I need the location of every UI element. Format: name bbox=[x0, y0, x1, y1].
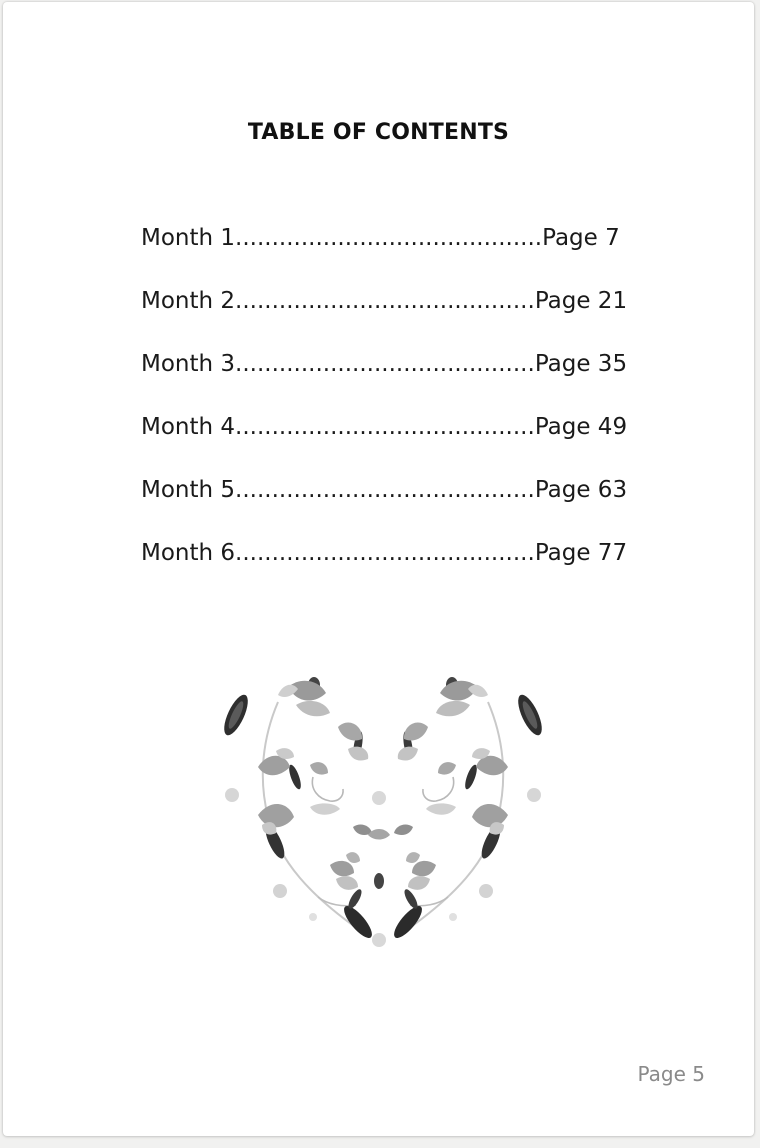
toc-entry[interactable] bbox=[141, 348, 628, 411]
toc-entry-leader: .......................................... bbox=[235, 225, 543, 251]
toc-title: TABLE OF CONTENTS bbox=[247, 120, 510, 145]
toc-entry[interactable] bbox=[141, 222, 620, 285]
toc-entry-label: Month 5 bbox=[141, 477, 236, 503]
toc-entry[interactable] bbox=[141, 474, 628, 537]
toc-list bbox=[141, 222, 628, 600]
toc-entry-leader: ......................................... bbox=[235, 288, 535, 314]
page-number: Page 5 bbox=[637, 1062, 705, 1086]
toc-entry[interactable] bbox=[141, 537, 628, 600]
toc-entry-label: Month 6 bbox=[141, 540, 236, 566]
toc-entry-page: Page 77 bbox=[534, 540, 628, 566]
toc-entry[interactable] bbox=[141, 285, 628, 348]
toc-entry-leader: ......................................... bbox=[235, 414, 535, 440]
toc-entry-page: Page 49 bbox=[534, 414, 628, 440]
toc-entry[interactable] bbox=[141, 411, 628, 474]
document-page bbox=[3, 2, 754, 1136]
toc-entry-label: Month 4 bbox=[141, 414, 236, 440]
toc-entry-leader: ......................................... bbox=[235, 351, 535, 377]
toc-entry-page: Page 63 bbox=[534, 477, 628, 503]
toc-entry-label: Month 1 bbox=[141, 225, 236, 251]
toc-entry-leader: ......................................... bbox=[235, 540, 535, 566]
toc-entry-page: Page 35 bbox=[534, 351, 628, 377]
toc-entry-label: Month 2 bbox=[141, 288, 236, 314]
toc-entry-leader: ......................................... bbox=[235, 477, 535, 503]
toc-entry-label: Month 3 bbox=[141, 351, 236, 377]
toc-entry-page: Page 21 bbox=[534, 288, 628, 314]
toc-entry-page: Page 7 bbox=[542, 225, 620, 251]
floral-heart-illustration bbox=[218, 667, 548, 957]
